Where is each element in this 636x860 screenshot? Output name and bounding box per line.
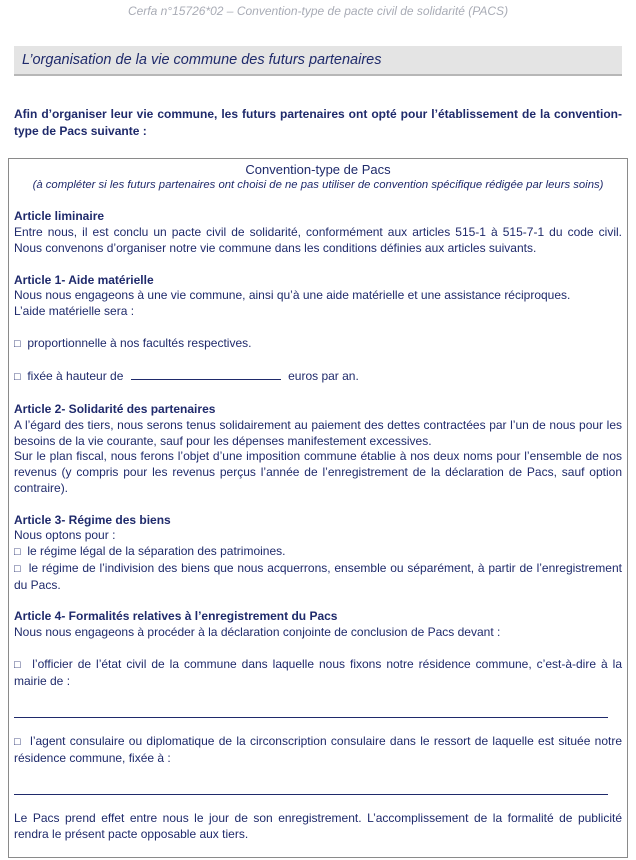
intro-text: Afin d’organiser leur vie commune, les futurs partenaires ont opté pour l’établissement de la convention-type de Pacs suivante : — [14, 107, 622, 138]
residence-input-line[interactable] — [14, 782, 608, 795]
article-1-text1: Nous nous engageons à une vie commune, ainsi qu’à une aide matérielle et une assistance réciproques. — [14, 288, 571, 303]
section-title-bar — [14, 46, 622, 76]
article-3-option-separation[interactable] — [14, 544, 622, 561]
article-1-title: Article 1- Aide matérielle — [14, 272, 154, 287]
option-suffix: euros par an. — [288, 369, 359, 384]
checkbox-icon[interactable]: □ — [14, 562, 22, 575]
article-2-text2: Sur le plan fiscal, nous ferons l’objet d’une imposition commune établie à nos deux noms pour l’ensemble de nos revenus (y compris pour les revenus perçus l’année de l’enregistrement de la déclaration de Pacs, sauf option contraire). — [14, 449, 622, 495]
article-2-text1: A l’égard des tiers, nous serons tenus solidairement au paiement des dettes contractées par l’un de nous pour les besoins de la vie courante, sauf pour les dépenses manifestement excessives. — [14, 417, 622, 448]
option-label: le régime de l’indivision des biens que nous acquerrons, ensemble ou séparément, à partir de l’enregistrement du Pacs. — [14, 560, 622, 592]
option-label: l’officier de l’état civil de la commune dans laquelle nous fixons notre résidence commune, c’est-à-dire à la mairie de : — [14, 656, 622, 688]
article-4-option-consulaire[interactable] — [14, 734, 622, 767]
option-label: proportionnelle à nos facultés respectives. — [27, 335, 252, 350]
article-3-text: Nous optons pour : — [14, 528, 116, 543]
article-4-closing: Le Pacs prend effet entre nous le jour de son enregistrement. L’accomplissement de la formalité de publicité rendra le présent pacte opposable aux tiers. — [14, 811, 622, 841]
checkbox-icon[interactable]: □ — [14, 337, 21, 350]
article-3-option-indivision[interactable] — [14, 561, 622, 594]
convention-content — [14, 162, 622, 843]
article-4-text: Nous nous engageons à procéder à la déclaration conjointe de conclusion de Pacs devant : — [14, 625, 501, 640]
option-label: l’agent consulaire ou diplomatique de la circonscription consulaire dans le ressort de laquelle est située notre résidence commune, fixée à : — [14, 733, 622, 765]
checkbox-icon[interactable]: □ — [14, 371, 21, 384]
mairie-input-line[interactable] — [14, 705, 608, 718]
article-1-option-fixed[interactable] — [14, 368, 622, 386]
article-2-title: Article 2- Solidarité des partenaires — [14, 401, 216, 416]
option-label: fixée à hauteur de — [27, 369, 124, 384]
convention-subtitle: (à compléter si les futurs partenaires ont choisi de ne pas utiliser de convention spécifique rédigée par leurs soins) — [32, 178, 604, 191]
article-3-title: Article 3- Régime des biens — [14, 512, 171, 527]
checkbox-icon[interactable]: □ — [14, 658, 23, 671]
article-1-text2: L’aide matérielle sera : — [14, 304, 135, 319]
convention-title: Convention-type de Pacs — [245, 162, 391, 177]
article-liminaire-text: Entre nous, il est conclu un pacte civil de solidarité, conformément aux articles 515-1 à 515-7-1 du code civil. Nous convenons d’organiser notre vie commune dans les conditions définies aux articles suivants. — [14, 225, 622, 255]
article-4-title: Article 4- Formalités relatives à l’enregistrement du Pacs — [14, 609, 338, 624]
checkbox-icon[interactable]: □ — [14, 735, 22, 748]
option-label: le régime légal de la séparation des patrimoines. — [27, 544, 286, 559]
article-1-option-proportional[interactable] — [14, 336, 622, 353]
section-title: L’organisation de la vie commune des futurs partenaires — [22, 52, 382, 68]
article-4-option-mairie[interactable] — [14, 657, 622, 690]
form-header: Cerfa n°15726*02 – Convention-type de pacte civil de solidarité (PACS) — [127, 4, 509, 18]
checkbox-icon[interactable]: □ — [14, 546, 21, 559]
amount-input-line[interactable] — [131, 368, 281, 380]
article-liminaire-title: Article liminaire — [14, 209, 105, 224]
